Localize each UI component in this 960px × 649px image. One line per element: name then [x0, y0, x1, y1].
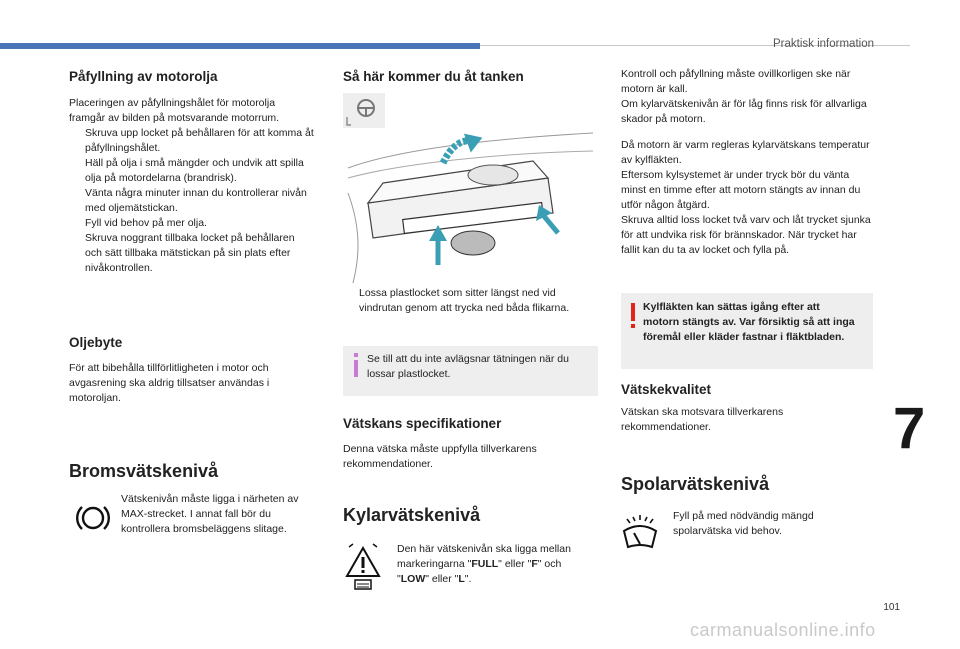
page-number: 101 — [883, 602, 900, 613]
oil-change-title: Oljebyte — [69, 335, 123, 350]
coolant-level-title: Kylarvätskenivå — [343, 505, 481, 525]
oil-step: Häll på olja i små mängder och undvik att spilla olja på motordelarna (brandrisk). — [85, 157, 304, 184]
oil-step: Skruva noggrant tillbaka locket på behållaren och sätt tillbaka mätstickan på sin plats efter nivåkontrollen. — [85, 232, 295, 274]
info-icon — [351, 353, 361, 382]
coolant-level-text: Den här vätskenivån ska ligga mellan markeringarna "FULL" eller "F" och "LOW" eller "L". — [397, 543, 571, 585]
washer-fluid-text: Fyll på med nödvändig mängd spolarvätska vid behov. — [673, 510, 814, 537]
warning-text: Kylfläkten kan sättas igång efter att motorn stängts av. Var försiktig så att inga föremål eller kläder fastnar i fläktbladen. — [643, 301, 855, 343]
oil-step: Vänta några minuter innan du kontrollerar nivån med oljemätstickan. — [85, 187, 307, 214]
fluid-spec-text: Denna vätska måste uppfylla tillverkarens rekommendationer. — [343, 443, 537, 470]
fluid-quality-text: Vätskan ska motsvara tillverkarens rekommendationer. — [621, 406, 784, 433]
chapter-number: 7 — [893, 396, 926, 461]
tank-step: Lossa plastlocket som sitter längst ned vid vindrutan genom att trycka ned båda flikarna. — [359, 287, 570, 314]
oil-step: Fyll vid behov på mer olja. — [85, 217, 207, 229]
tank-access-illustration — [343, 93, 598, 283]
brake-fluid-title: Bromsvätskenivå — [69, 461, 219, 481]
oil-change-text: För att bibehålla tillförlitligheten i motor och avgasrening ska aldrig tillsatser användas i motoroljan. — [69, 362, 270, 404]
section-header: Praktisk information — [773, 38, 874, 50]
brake-fluid-icon — [76, 503, 110, 538]
tank-access-title: Så här kommer du åt tanken — [343, 69, 524, 84]
washer-fluid-icon — [620, 513, 660, 558]
washer-fluid-title: Spolarvätskenivå — [621, 474, 770, 494]
warning-icon — [628, 303, 638, 334]
fluid-spec-title: Vätskans specifikationer — [343, 416, 502, 431]
watermark: carmanualsonline.info — [690, 620, 876, 640]
oil-fill-body — [69, 96, 314, 276]
oil-fill-intro: Placeringen av påfyllningshålet för motorolja framgår av bilden på motsvarande motorrum. — [69, 97, 280, 124]
oil-step: Skruva upp locket på behållaren för att komma åt påfyllningshålet. — [85, 127, 314, 154]
oil-fill-title: Påfyllning av motorolja — [69, 69, 218, 84]
coolant-warning-icon — [344, 544, 382, 595]
fluid-quality-title: Vätskekvalitet — [621, 382, 712, 397]
brake-fluid-text: Vätskenivån måste ligga i närheten av MAX-strecket. I annat fall bör du kontrollera bromsbeläggens slitage. — [121, 493, 299, 535]
coolant-hot-text: Då motorn är varm regleras kylarvätskans temperatur av kylfläkten. Eftersom kylsystemet är under tryck bör du vänta minst en timme efter att motorn stängts av innan du utför någon åtgärd. Skruva alltid loss locket två varv och låt trycket sjunka för att undvika risk för brännskador. När trycket har fallit kan du ta av locket och fylla på. — [621, 139, 871, 256]
warning-box — [621, 293, 873, 369]
header-accent-bar — [0, 43, 480, 49]
steering-wheel-icon-bg — [343, 93, 385, 128]
coolant-check-text: Kontroll och påfyllning måste ovillkorligen ske när motorn är kall. Om kylarvätskenivån är för låg finns risk för allvarliga skador på motorn. — [621, 68, 867, 125]
info-box — [343, 346, 598, 396]
info-text: Se till att du inte avlägsnar tätningen när du lossar plastlocket. — [367, 353, 569, 380]
